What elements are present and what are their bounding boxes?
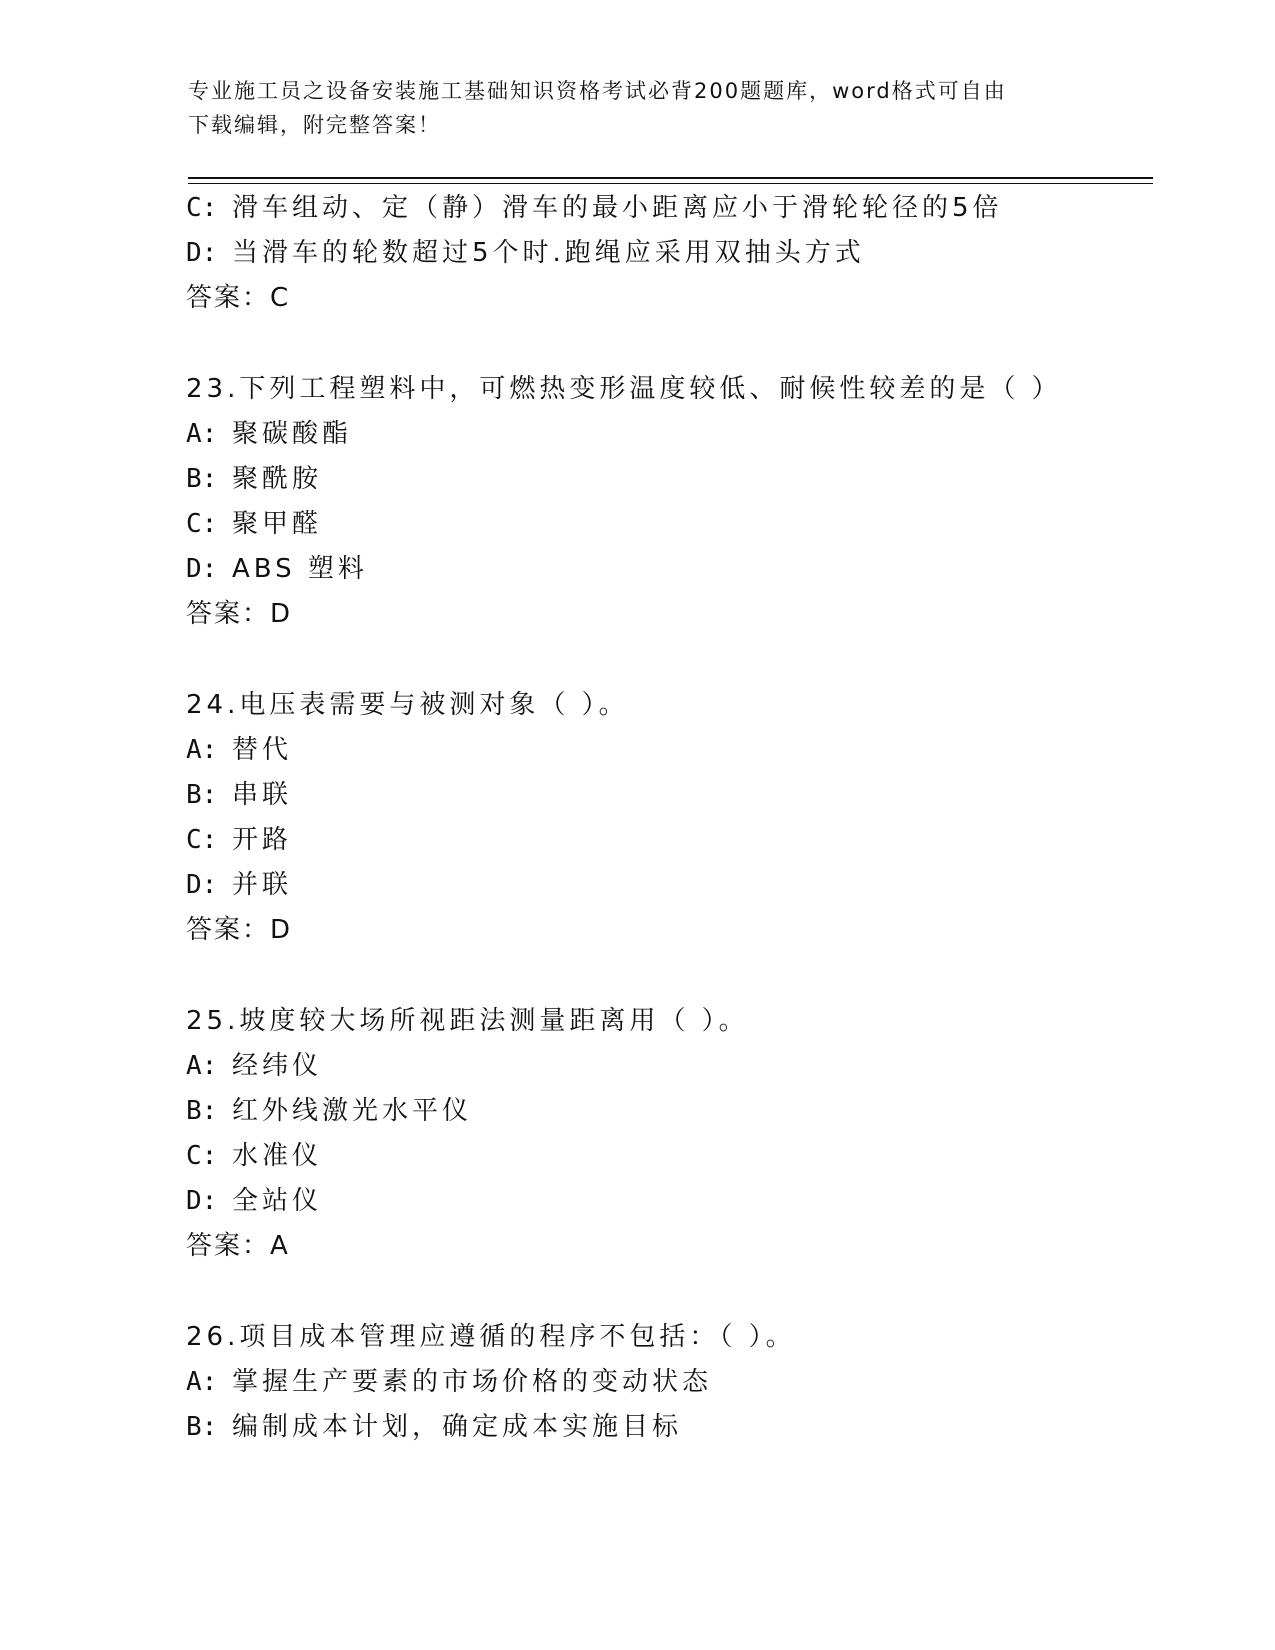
option-row xyxy=(186,552,368,586)
header-divider-thin xyxy=(188,183,1153,184)
option-letter: D: xyxy=(186,870,218,900)
option-row xyxy=(186,868,292,902)
question-stem: 26.项目成本管理应遵循的程序不包括：（ ）。 xyxy=(186,1322,796,1352)
option-row xyxy=(186,417,352,451)
option-row xyxy=(186,1094,472,1128)
option-text: 并联 xyxy=(232,870,293,900)
option-row xyxy=(186,507,322,541)
option-letter: A: xyxy=(186,419,218,449)
option-row xyxy=(186,1410,682,1444)
document-header xyxy=(188,74,1068,142)
option-row xyxy=(186,733,292,767)
option-letter: C: xyxy=(186,509,218,539)
option-text: 聚碳酸酯 xyxy=(232,419,353,449)
option-text: 聚酰胺 xyxy=(232,464,323,494)
option-text: 当滑车的轮数超过5个时.跑绳应采用双抽头方式 xyxy=(232,238,865,268)
option-text: 聚甲醛 xyxy=(232,509,323,539)
option-letter: B: xyxy=(186,780,218,810)
option-row xyxy=(186,1365,712,1399)
question-stem: 24.电压表需要与被测对象（ ）。 xyxy=(186,690,629,720)
option-letter: D: xyxy=(186,554,218,584)
header-line-2: 下载编辑，附完整答案！ xyxy=(188,113,441,137)
option-letter: A: xyxy=(186,735,218,765)
option-text: 全站仪 xyxy=(232,1186,323,1216)
option-row xyxy=(186,1049,322,1083)
option-text: 经纬仪 xyxy=(232,1051,323,1081)
option-letter: B: xyxy=(186,464,218,494)
option-text: 滑车组动、定（静）滑车的最小距离应小于滑轮轮径的5倍 xyxy=(232,193,1003,223)
option-letter: B: xyxy=(186,1412,218,1442)
answer-line: 答案：D xyxy=(186,915,293,945)
option-letter: A: xyxy=(186,1051,218,1081)
option-letter: C: xyxy=(186,825,218,855)
option-row xyxy=(186,823,292,857)
header-line-1: 专业施工员之设备安装施工基础知识资格考试必背200题题库，word格式可自由 xyxy=(188,79,1007,103)
option-text: 红外线激光水平仪 xyxy=(232,1096,473,1126)
header-divider-thick xyxy=(188,177,1153,179)
answer-line: 答案：D xyxy=(186,599,293,629)
option-text: 替代 xyxy=(232,735,293,765)
option-letter: D: xyxy=(186,238,218,268)
option-text: 水准仪 xyxy=(232,1141,323,1171)
option-letter: A: xyxy=(186,1367,218,1397)
question-stem: 25.坡度较大场所视距法测量距离用（ ）。 xyxy=(186,1006,749,1036)
option-text: 编制成本计划，确定成本实施目标 xyxy=(232,1412,683,1442)
answer-line: 答案：C xyxy=(186,283,291,313)
option-text: 串联 xyxy=(232,780,293,810)
option-row xyxy=(186,191,1003,225)
option-row xyxy=(186,1184,322,1218)
option-row xyxy=(186,236,865,270)
option-letter: C: xyxy=(186,193,218,223)
option-text: 开路 xyxy=(232,825,293,855)
option-row xyxy=(186,778,292,812)
option-letter: C: xyxy=(186,1141,218,1171)
question-stem: 23.下列工程塑料中，可燃热变形温度较低、耐候性较差的是（ ） xyxy=(186,374,1062,404)
option-row xyxy=(186,1139,322,1173)
option-letter: B: xyxy=(186,1096,218,1126)
answer-line: 答案：A xyxy=(186,1231,290,1261)
option-letter: D: xyxy=(186,1186,218,1216)
option-text: ABS 塑料 xyxy=(232,554,368,584)
option-text: 掌握生产要素的市场价格的变动状态 xyxy=(232,1367,713,1397)
option-row xyxy=(186,462,322,496)
